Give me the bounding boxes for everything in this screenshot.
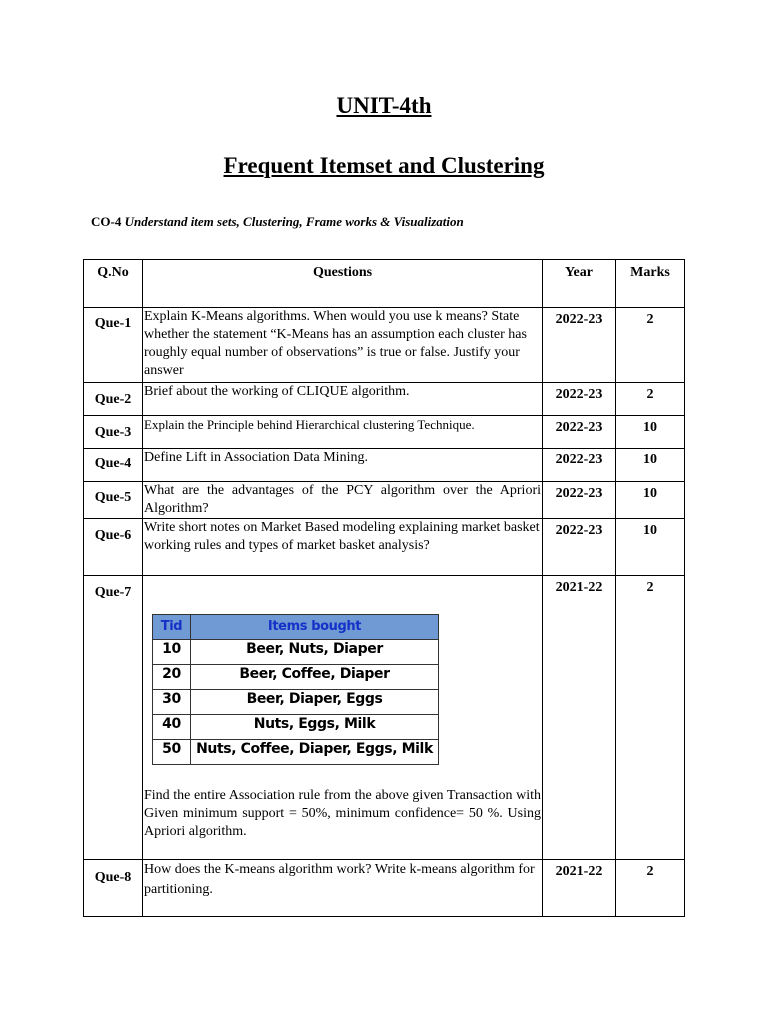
question-number: Que-5	[84, 482, 143, 519]
transaction-row	[153, 690, 439, 715]
question-year: 2022-23	[543, 519, 616, 576]
transaction-items: Beer, Nuts, Diaper	[191, 640, 439, 665]
question-text: Explain K-Means algorithms. When would you use k means? State whether the statement “K-Means has an assumption each cluster has roughly equal number of observations” is true or false. Justify your answer	[143, 308, 543, 383]
transaction-row	[153, 665, 439, 690]
header-qno: Q.No	[84, 260, 143, 308]
question-marks: 10	[616, 416, 685, 449]
question-marks: 2	[616, 308, 685, 383]
question-number: Que-7	[84, 576, 143, 860]
transaction-tid: 50	[153, 740, 191, 765]
question-text: Define Lift in Association Data Mining.	[143, 449, 543, 482]
question-year: 2022-23	[543, 416, 616, 449]
question-year: 2022-23	[543, 383, 616, 416]
unit-title: UNIT-4th	[336, 93, 432, 118]
transaction-tid: 30	[153, 690, 191, 715]
table-row	[84, 308, 685, 383]
question-text: Brief about the working of CLIQUE algorithm.	[143, 383, 543, 416]
question-number: Que-2	[84, 383, 143, 416]
question-text: Explain the Principle behind Hierarchical clustering Technique.	[143, 416, 543, 449]
course-outcome	[91, 214, 464, 230]
transaction-tid: 10	[153, 640, 191, 665]
question-year: 2021-22	[543, 860, 616, 917]
table-row	[84, 383, 685, 416]
table-row	[84, 576, 685, 860]
question-year: 2022-23	[543, 449, 616, 482]
table-row	[84, 416, 685, 449]
question-cell	[143, 576, 543, 860]
table-row	[84, 860, 685, 917]
transaction-header-items: Items bought	[191, 615, 439, 640]
page-title: Frequent Itemset and Clustering	[223, 153, 545, 178]
transaction-row	[153, 740, 439, 765]
question-year: 2022-23	[543, 482, 616, 519]
question-marks: 10	[616, 482, 685, 519]
question-text: How does the K-means algorithm work? Write k-means algorithm for partitioning.	[143, 860, 543, 917]
question-text: Write short notes on Market Based modeling explaining market basket working rules and types of market basket analysis?	[143, 519, 543, 576]
question-number: Que-4	[84, 449, 143, 482]
question-marks: 2	[616, 576, 685, 860]
question-number: Que-3	[84, 416, 143, 449]
question-number: Que-6	[84, 519, 143, 576]
transaction-items: Nuts, Coffee, Diaper, Eggs, Milk	[191, 740, 439, 765]
table-row	[84, 519, 685, 576]
transaction-header-row	[153, 615, 439, 640]
transaction-table-figure	[144, 576, 541, 765]
question-text: What are the advantages of the PCY algorithm over the Apriori Algorithm?	[143, 482, 543, 519]
question-marks: 10	[616, 519, 685, 576]
table-row	[84, 482, 685, 519]
course-outcome-code: CO-4	[91, 214, 122, 229]
question-number: Que-1	[84, 308, 143, 383]
course-outcome-description: Understand item sets, Clustering, Frame works & Visualization	[124, 214, 464, 229]
transaction-header-tid: Tid	[153, 615, 191, 640]
transaction-items: Beer, Coffee, Diaper	[191, 665, 439, 690]
question-marks: 2	[616, 860, 685, 917]
header-year: Year	[543, 260, 616, 308]
transaction-row	[153, 640, 439, 665]
header-questions: Questions	[143, 260, 543, 308]
question-number: Que-8	[84, 860, 143, 917]
transaction-tid: 20	[153, 665, 191, 690]
question-text: Find the entire Association rule from the above given Transaction with Given minimum support = 50%, minimum confidence= 50 %. Using Apriori algorithm.	[144, 788, 541, 839]
transaction-table	[152, 614, 439, 765]
question-marks: 2	[616, 383, 685, 416]
transaction-tid: 40	[153, 715, 191, 740]
table-header-row	[84, 260, 685, 308]
questions-table	[83, 259, 685, 917]
question-year: 2021-22	[543, 576, 616, 860]
header-marks: Marks	[616, 260, 685, 308]
question-marks: 10	[616, 449, 685, 482]
transaction-items: Nuts, Eggs, Milk	[191, 715, 439, 740]
table-row	[84, 449, 685, 482]
question-year: 2022-23	[543, 308, 616, 383]
transaction-items: Beer, Diaper, Eggs	[191, 690, 439, 715]
transaction-row	[153, 715, 439, 740]
